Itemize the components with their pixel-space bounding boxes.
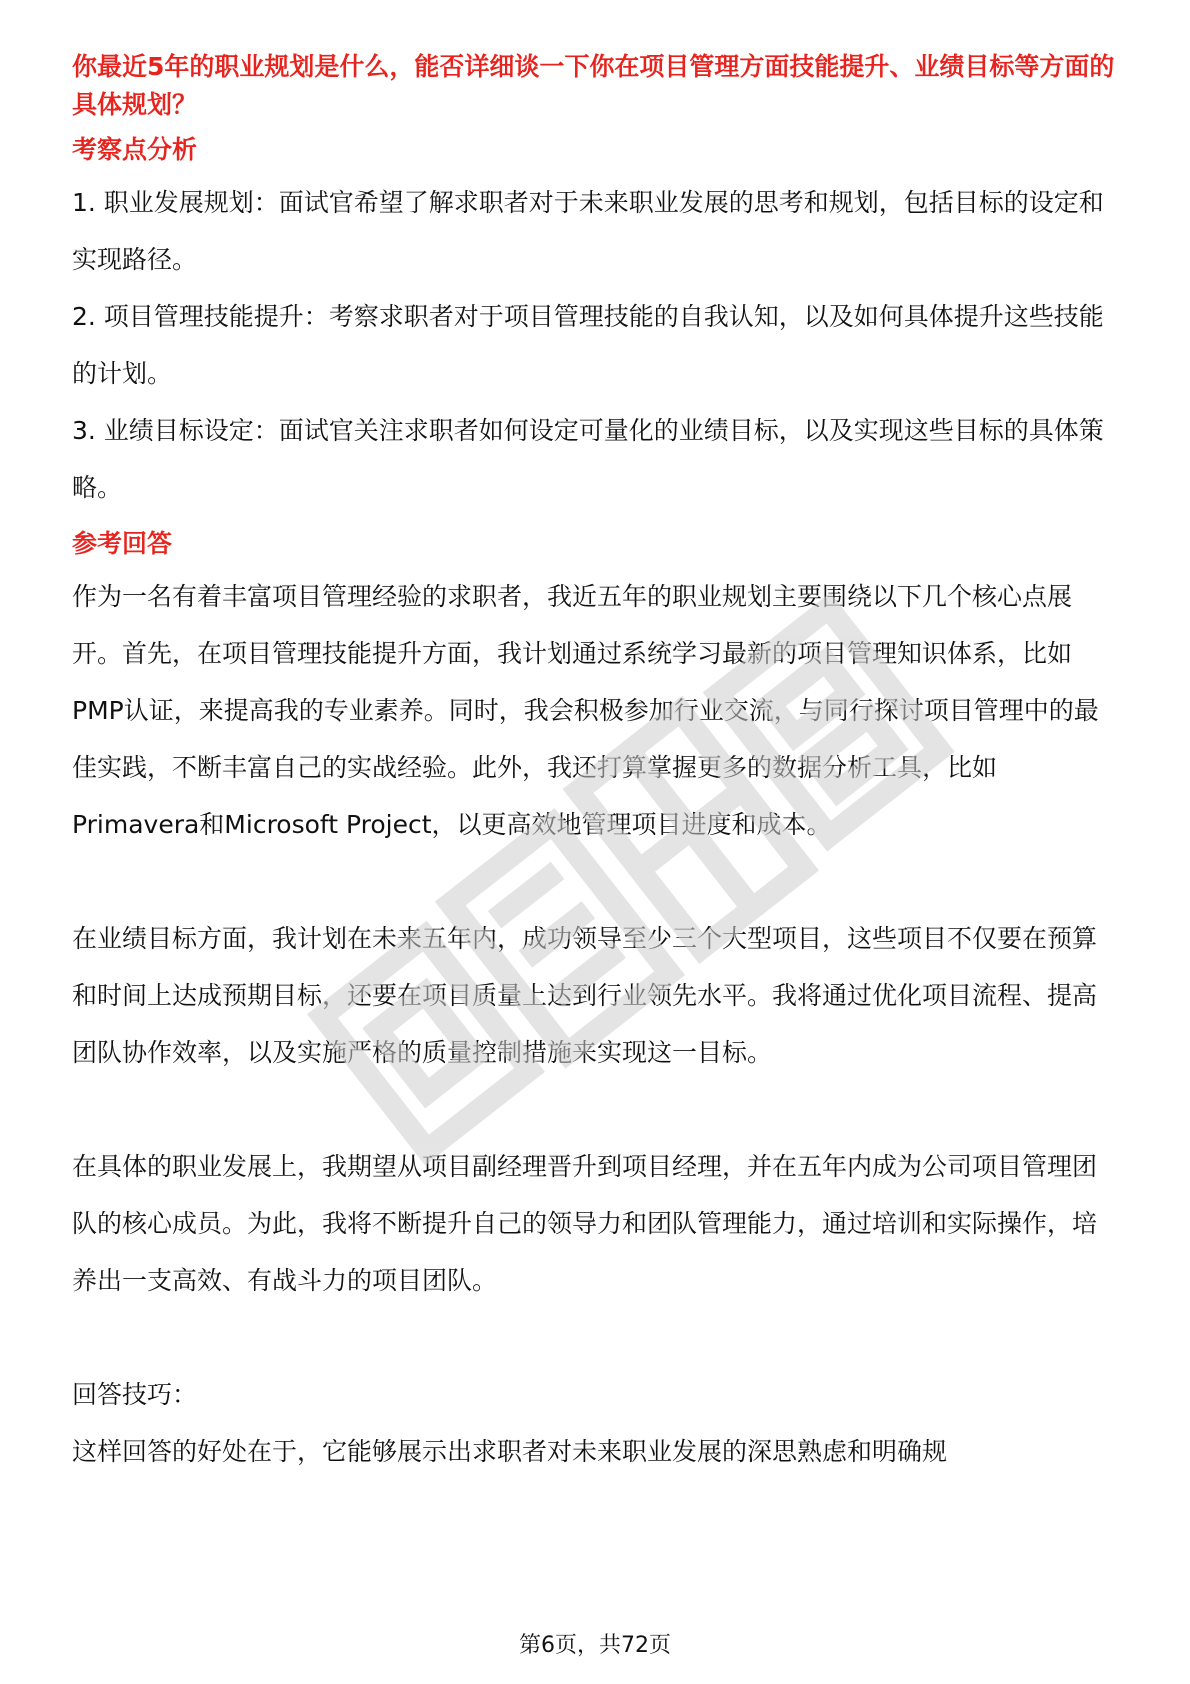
answer-paragraph: 作为一名有着丰富项目管理经验的求职者，我近五年的职业规划主要围绕以下几个核心点展开。首先，在项目管理技能提升方面，我计划通过系统学习最新的项目管理知识体系，比如PMP认证，来提高我的专业素养。同时，我会积极参加行业交流，与同行探讨项目管理中的最佳实践，不断丰富自己的实战经验。此外，我还打算掌握更多的数据分析工具，比如Primavera和Microsoft Project，以更高效地管理项目进度和成本。 — [72, 582, 1099, 839]
tips-title: 回答技巧： — [72, 1380, 198, 1409]
analysis-title: 考察点分析 — [72, 135, 198, 164]
question-heading: 你最近5年的职业规划是什么，能否详细谈一下你在项目管理方面技能提升、业绩目标等方面的具体规划？ — [72, 52, 1115, 119]
answer-title: 参考回答 — [72, 529, 173, 558]
answer-paragraph: 在具体的职业发展上，我期望从项目副经理晋升到项目经理，并在五年内成为公司项目管理团队的核心成员。为此，我将不断提升自己的领导力和团队管理能力，通过培训和实际操作，培养出一支高效、有战斗力的项目团队。 — [72, 1152, 1098, 1295]
tips-text: 这样回答的好处在于，它能够展示出求职者对未来职业发展的深思熟虑和明确规 — [72, 1437, 948, 1466]
paragraph-spacer — [72, 1309, 1118, 1366]
analysis-point: 2. 项目管理技能提升：考察求职者对于项目管理技能的自我认知，以及如何具体提升这些技能的计划。 — [72, 302, 1104, 388]
analysis-point: 1. 职业发展规划：面试官希望了解求职者对于未来职业发展的思考和规划，包括目标的设定和实现路径。 — [72, 188, 1104, 274]
paragraph-spacer — [72, 853, 1118, 910]
answer-paragraph: 在业绩目标方面，我计划在未来五年内，成功领导至少三个大型项目，这些项目不仅要在预算和时间上达成预期目标，还要在项目质量上达到行业领先水平。我将通过优化项目流程、提高团队协作效率，以及实施严格的质量控制措施来实现这一目标。 — [72, 924, 1098, 1067]
paragraph-spacer — [72, 1081, 1118, 1138]
page-number: 第6页，共72页 — [519, 1633, 671, 1658]
document-page — [72, 48, 1118, 1480]
analysis-point: 3. 业绩目标设定：面试官关注求职者如何设定可量化的业绩目标，以及实现这些目标的具体策略。 — [72, 416, 1104, 502]
